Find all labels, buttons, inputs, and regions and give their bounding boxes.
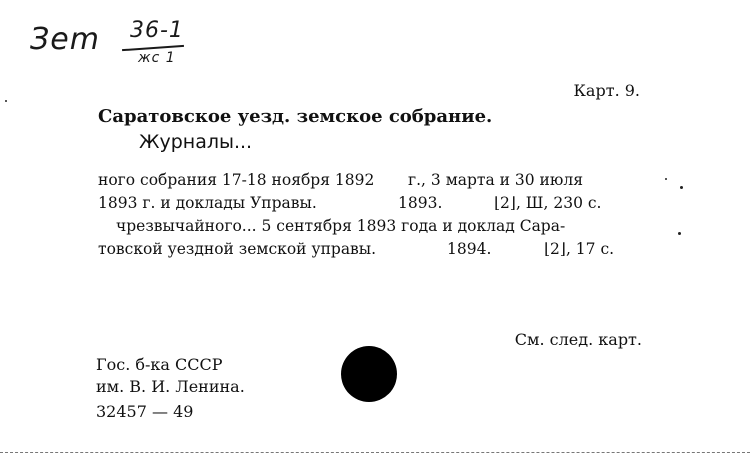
ink-speck: [665, 178, 667, 180]
continued-note: См. след. карт.: [514, 330, 642, 349]
library-line-2: им. В. И. Ленина.: [96, 377, 245, 396]
body-line-2-left: 1893 г. и доклады Управы.: [98, 194, 317, 212]
body-line-1-right: г., 3 марта и 30 июля: [408, 171, 584, 189]
body-line-2-right: ⌊2⌋, Ш, 230 с.: [494, 194, 602, 212]
card-subtitle: Журналы...: [139, 131, 253, 153]
body-line-4-year: 1894.: [447, 240, 492, 258]
library-line-1: Гос. б-ка СССР: [96, 355, 223, 374]
card-title: Саратовское уезд. земское собрание.: [98, 106, 493, 127]
body-line-4-left: товской уездной земской управы.: [98, 240, 377, 258]
handwritten-prefix: Зem: [30, 22, 100, 57]
handwritten-subnumber: жс 1: [138, 50, 176, 66]
body-line-2-year: 1893.: [398, 194, 443, 212]
body-line-4-right: ⌊2⌋, 17 с.: [544, 240, 615, 258]
ink-speck: [678, 232, 681, 235]
card-number: Карт. 9.: [573, 81, 640, 100]
body-line-3: чрезвычайного... 5 сентября 1893 года и доклад Сара-: [116, 217, 566, 235]
library-line-3: 32457 — 49: [96, 402, 194, 421]
ink-speck: [680, 186, 683, 189]
ink-speck: [5, 100, 7, 102]
card-bottom-edge: [0, 451, 750, 453]
body-line-1-left: ного собрания 17-18 ноября 1892: [98, 171, 375, 189]
handwritten-number: 36-1: [130, 18, 184, 43]
punch-hole: [341, 346, 397, 402]
